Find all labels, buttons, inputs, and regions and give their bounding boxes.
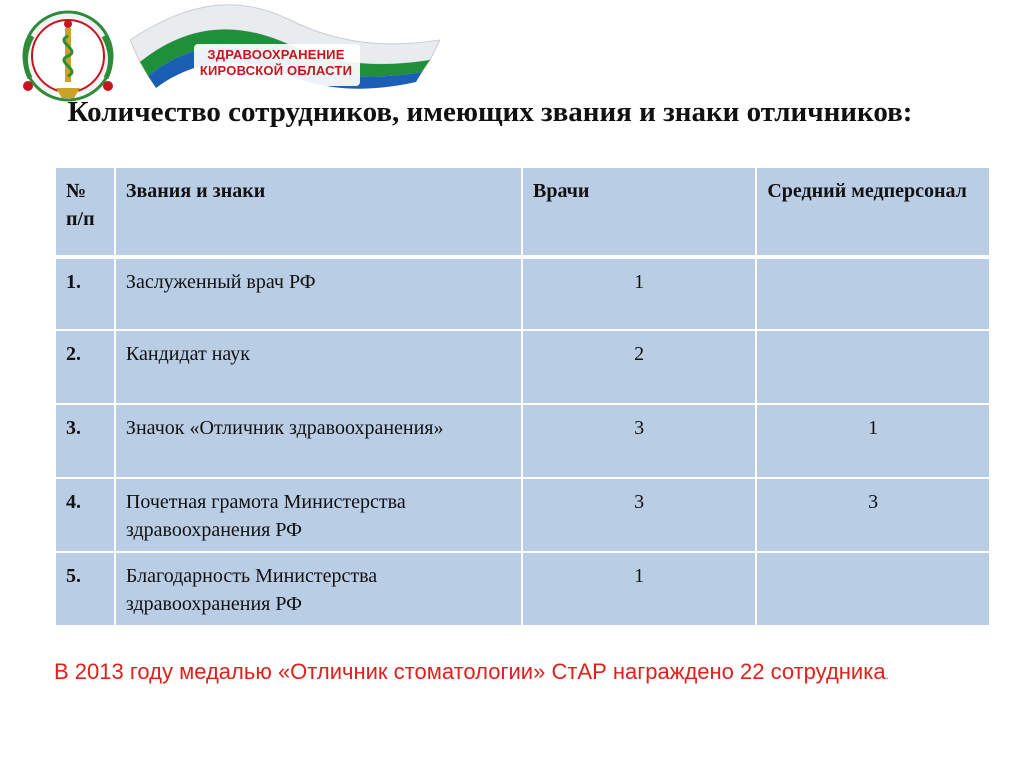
row-title: Почетная грамота Министерства здравоохранения РФ [115, 478, 522, 552]
table-row [55, 404, 990, 478]
banner-line2: КИРОВСКОЙ ОБЛАСТИ [199, 63, 353, 78]
medical-emblem-icon [10, 8, 130, 108]
award-note-period: . [885, 670, 889, 682]
banner-line1: ЗДРАВООХРАНЕНИЕ [207, 47, 345, 62]
table-row [55, 552, 990, 626]
row-nurses [756, 330, 990, 404]
table-header-row [55, 167, 990, 257]
row-doctors: 3 [522, 404, 756, 478]
row-number: 5. [55, 552, 115, 626]
row-nurses [756, 552, 990, 626]
award-note [54, 655, 954, 693]
row-title: Значок «Отличник здравоохранения» [115, 404, 522, 478]
row-nurses: 1 [756, 404, 990, 478]
award-note-text: В 2013 году медалью «Отличник стоматологии» СтАР награждено 22 сотрудника [54, 659, 886, 684]
row-doctors: 2 [522, 330, 756, 404]
row-number: 4. [55, 478, 115, 552]
header-doctors: Врачи [522, 167, 756, 257]
table-row [55, 257, 990, 330]
row-number: 3. [55, 404, 115, 478]
row-title: Заслуженный врач РФ [115, 257, 522, 330]
header-nurses: Средний медперсонал [756, 167, 990, 257]
row-nurses [756, 257, 990, 330]
row-doctors: 3 [522, 478, 756, 552]
page-title: Количество сотрудников, имеющих звания и знаки отличников: [67, 96, 913, 128]
row-doctors: 1 [522, 257, 756, 330]
row-title: Кандидат наук [115, 330, 522, 404]
banner-title [196, 47, 356, 79]
awards-table [54, 166, 991, 627]
table-row [55, 330, 990, 404]
header-number: № п/п [55, 167, 115, 257]
header-title: Звания и знаки [115, 167, 522, 257]
row-doctors: 1 [522, 552, 756, 626]
table-row [55, 478, 990, 552]
row-number: 1. [55, 257, 115, 330]
row-nurses: 3 [756, 478, 990, 552]
row-title: Благодарность Министерства здравоохранения РФ [115, 552, 522, 626]
row-number: 2. [55, 330, 115, 404]
